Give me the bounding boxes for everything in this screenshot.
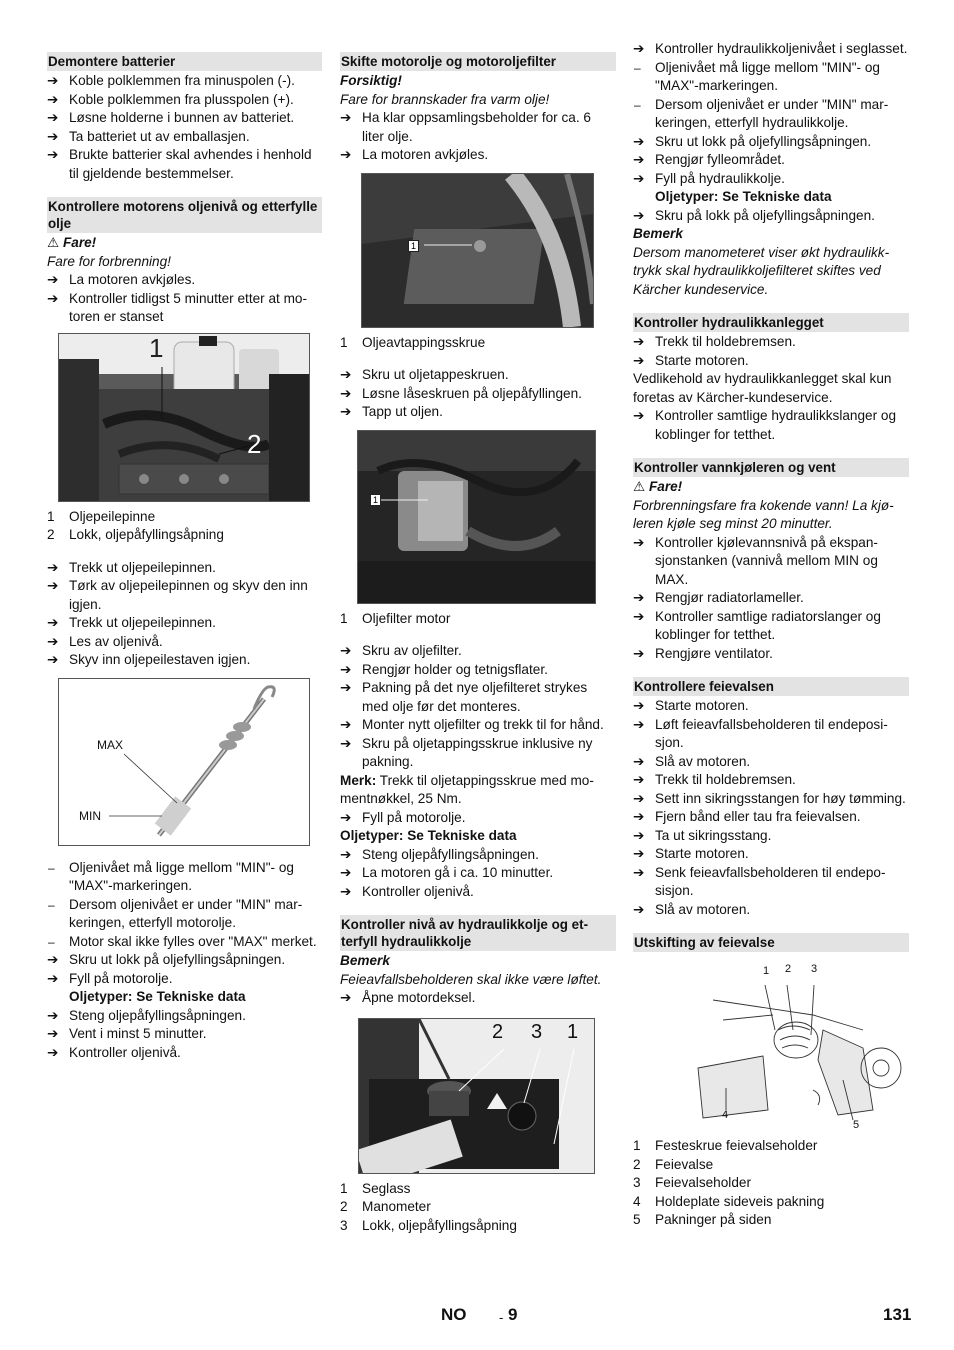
note-item: [47, 933, 322, 952]
step-item: [47, 109, 322, 128]
item-text: Monter nytt oljefilter og trekk til for hånd.: [362, 717, 604, 732]
step-item: [633, 352, 909, 371]
item-text: Senk feieavfallsbeholderen til endeposisjon.: [655, 864, 886, 898]
legend-item: [633, 1137, 909, 1156]
step-item: [47, 614, 322, 633]
item-text: Koble polklemmen fra plusspolen (+).: [69, 91, 294, 107]
step-item: [633, 151, 909, 170]
item-text: Løsne holderne i bunnen av batteriet.: [69, 110, 295, 125]
fig1-legend: [47, 508, 322, 545]
caution-text: Fare for brannskader fra varm olje!: [340, 91, 550, 107]
item-text: Pakning på det nye oljefilteret strykes med olje før det monteres.: [362, 680, 588, 714]
step-item: [340, 846, 616, 865]
step-item: [47, 1025, 322, 1044]
torque-note: Merk: Trekk til oljetappingsskrue med momentnøkkel, 25 Nm.: [340, 772, 594, 806]
legend-number: 2: [633, 1156, 641, 1172]
step-item: [47, 651, 322, 670]
arrow-icon: ➔: [47, 147, 59, 162]
danger-text-2: Forbrenningsfare fra kokende vann! La kjøleren kjøle seg minst 20 minutter.: [633, 497, 894, 531]
step-item: [633, 771, 909, 790]
remark-text-2: Dersom manometeret viser økt hydraulikktrykk skal hydraulikkoljefilteret skiftes ved Kärcher kundeservice.: [633, 244, 890, 297]
engine-oil-illustration: [59, 334, 309, 501]
item-text: Kontroller oljenivå.: [69, 1044, 181, 1060]
step-item: [340, 735, 616, 772]
item-text: Kontroller kjølevannsnivå på ekspansjonstanken (vannivå mellom MIN og MAX.: [655, 534, 878, 587]
fig1-callout-2: 2: [247, 428, 262, 459]
legend-item: [633, 1156, 909, 1175]
item-text: Les av oljenivå.: [69, 633, 163, 649]
remark-title: Bemerk: [340, 953, 390, 968]
step-item: [340, 679, 616, 716]
step-item: [340, 385, 616, 404]
step-item: [633, 608, 909, 645]
step-item: [47, 128, 322, 147]
step-item: [633, 40, 909, 59]
item-text: Slå av motoren.: [655, 753, 751, 769]
arrow-icon: ➔: [340, 809, 352, 825]
dash-icon: –: [634, 97, 641, 112]
dash-icon: –: [634, 60, 641, 75]
drain-steps: [340, 366, 616, 422]
item-text: La motoren avkjøles.: [69, 272, 196, 287]
arrow-icon: ➔: [47, 128, 59, 144]
legend-number: 3: [340, 1217, 348, 1233]
dash-icon: –: [48, 897, 55, 912]
arrow-icon: ➔: [47, 110, 59, 125]
arrow-icon: ➔: [47, 970, 59, 986]
hydraulic-notes: [633, 59, 909, 133]
arrow-icon: ➔: [633, 152, 645, 167]
legend-item: [47, 508, 322, 527]
arrow-icon: ➔: [340, 680, 352, 695]
step-item: [633, 753, 909, 772]
step-item: [47, 951, 322, 970]
item-text: Trekk til holdebremsen.: [655, 772, 796, 787]
fig6-callout-4: 4: [722, 1109, 729, 1121]
batteries-steps: [47, 72, 322, 183]
fig5-legend: [340, 1180, 616, 1236]
dash-icon: –: [48, 860, 55, 875]
step-item: [47, 91, 322, 110]
legend-item: [340, 1217, 616, 1236]
step-item: [633, 864, 909, 901]
step-item: [47, 271, 322, 290]
arrow-icon: ➔: [340, 661, 352, 677]
arrow-icon: ➔: [633, 645, 645, 661]
legend-text: Holdeplate sideveis pakning: [655, 1193, 825, 1209]
legend-item: [633, 1211, 909, 1230]
oil-fill-steps: [47, 951, 322, 988]
legend-number: 1: [340, 334, 348, 350]
legend-number: 1: [633, 1138, 641, 1153]
oil-change-pre-steps: [340, 109, 616, 165]
legend-item: [340, 334, 616, 353]
heading-hydraulic-system: Kontroller hydraulikkanlegget: [633, 313, 909, 332]
step-item: [633, 845, 909, 864]
heading-remove-batteries: Demontere batterier: [47, 52, 322, 71]
arrow-icon: ➔: [633, 608, 645, 624]
arrow-icon: ➔: [47, 1044, 59, 1060]
step-item: [633, 133, 909, 152]
arrow-icon: ➔: [340, 846, 352, 862]
item-text: Rengjør fylleområdet.: [655, 152, 785, 167]
fig5-callout-1: 1: [567, 1020, 579, 1043]
close-cap-step: ➔ Skru på lokk på oljefyllingsåpningen.: [633, 207, 909, 226]
legend-text: Seglass: [362, 1180, 411, 1196]
footer-section-page: 9: [508, 1305, 518, 1324]
fig1-callout-1: 1: [149, 332, 164, 363]
arrow-icon: ➔: [633, 41, 645, 56]
step-item: [633, 716, 909, 753]
filter-steps: [340, 642, 616, 772]
arrow-icon: ➔: [633, 809, 645, 824]
step-item: [340, 146, 616, 165]
legend-item: [340, 610, 616, 629]
item-text: Fyll på hydraulikkolje.: [655, 170, 785, 186]
item-text: Tørk av oljepeilepinnen og skyv den inn igjen.: [69, 578, 308, 612]
note-item: [633, 59, 909, 96]
arrow-icon: ➔: [633, 790, 645, 806]
item-text: Trekk ut oljepeilepinnen.: [69, 559, 216, 575]
item-text: Dersom oljenivået er under "MIN" markeringen, etterfyll hydraulikkolje.: [655, 96, 889, 130]
step-item: [633, 790, 909, 809]
item-text: Slå av motoren.: [655, 901, 751, 917]
item-text: Koble polklemmen fra minuspolen (-).: [69, 73, 295, 88]
warning-triangle-icon: ⚠: [47, 235, 60, 250]
final-steps: [340, 846, 616, 902]
fig6-callout-1: 1: [763, 965, 770, 977]
legend-number: 1: [340, 1180, 348, 1196]
item-text: Fyll på motorolje.: [69, 970, 173, 986]
oil-end-steps: [47, 1007, 322, 1063]
arrow-icon: ➔: [340, 865, 352, 880]
item-text: Brukte batterier skal avhendes i henhold til gjeldende bestemmelser.: [69, 147, 312, 181]
legend-text: Oljeavtappingsskrue: [362, 334, 486, 350]
hydraulic-tank-illustration: [359, 1019, 594, 1173]
dash-icon: –: [48, 934, 55, 949]
legend-text: Pakninger på siden: [655, 1212, 772, 1227]
footer-language: NO: [441, 1305, 467, 1324]
step-item: [47, 290, 322, 327]
step-item: [47, 559, 322, 578]
heading-hydraulic-oil: Kontroller nivå av hydraulikkolje og etterfyll hydraulikkolje: [340, 915, 616, 951]
step-item: [340, 642, 616, 661]
arrow-icon: ➔: [340, 404, 352, 419]
legend-item: [633, 1174, 909, 1193]
step-item: [340, 661, 616, 680]
item-text: Motor skal ikke fylles over "MAX" merket.: [69, 933, 317, 949]
step-item: [633, 645, 909, 664]
roller-replacement-drawing: [663, 960, 903, 1130]
step-item: [633, 808, 909, 827]
legend-number: 4: [633, 1193, 641, 1209]
heading-oil-change: Skifte motorolje og motoroljefilter: [340, 52, 616, 71]
oil-types-note: Oljetyper: Se Tekniske data: [69, 989, 246, 1004]
step-item: [633, 827, 909, 846]
dipstick-figure: [58, 678, 310, 846]
danger-title: ⚠ Fare!: [47, 235, 97, 250]
item-text: Trekk til holdebremsen.: [655, 334, 796, 349]
step-item: [47, 633, 322, 652]
dipstick-steps: [47, 559, 322, 670]
item-text: Oljenivået må ligge mellom "MIN"- og "MAX"-markeringen.: [69, 859, 294, 893]
legend-text: Feievalse: [655, 1156, 714, 1172]
remark-text: Feieavfallsbeholderen skal ikke være løftet.: [340, 971, 602, 987]
fig4-callout-1: 1: [370, 494, 381, 506]
arrow-icon: ➔: [633, 352, 645, 368]
hydraulic-fill-steps: [633, 133, 909, 189]
arrow-icon: ➔: [47, 290, 59, 306]
arrow-icon: ➔: [633, 846, 645, 861]
arrow-icon: ➔: [47, 559, 59, 575]
note-item: [47, 896, 322, 933]
note-item: [47, 859, 322, 896]
fig6-callout-2: 2: [785, 963, 792, 975]
fig6-callout-5: 5: [853, 1119, 860, 1131]
item-text: Rengjør holder og tetnigsflater.: [362, 661, 548, 677]
arrow-icon: ➔: [633, 334, 645, 349]
step-item: [633, 534, 909, 590]
arrow-icon: ➔: [47, 578, 59, 593]
item-text: Oljenivået må ligge mellom "MIN"- og "MAX"-markeringen.: [655, 59, 880, 93]
arrow-icon: ➔: [47, 73, 59, 88]
oil-types-note-2: Oljetyper: Se Tekniske data: [340, 828, 517, 843]
item-text: Kontroller samtlige radiatorslanger og koblinger for tetthet.: [655, 608, 881, 642]
note-item: [633, 96, 909, 133]
legend-text: Oljepeilepinne: [69, 508, 156, 524]
step-item: [340, 883, 616, 902]
item-text: Rengjøre ventilator.: [655, 645, 773, 661]
item-text: Vent i minst 5 minutter.: [69, 1026, 207, 1041]
step-item: [47, 970, 322, 989]
heading-check-roller: Kontrollere feievalsen: [633, 677, 909, 696]
arrow-icon: ➔: [47, 272, 59, 287]
drain-screw-photo: [361, 173, 594, 328]
open-hood-step: ➔ Åpne motordeksel.: [340, 989, 616, 1008]
step-item: [633, 170, 909, 189]
item-text: Skru på oljetappingsskrue inklusive ny pakning.: [362, 735, 593, 769]
arrow-icon: ➔: [340, 147, 352, 162]
footer-separator: -: [499, 1310, 504, 1325]
item-text: Ha klar oppsamlingsbeholder for ca. 6 liter olje.: [362, 110, 591, 144]
oil-level-notes: [47, 859, 322, 952]
fill-oil-step: ➔ Fyll på motorolje.: [340, 809, 616, 828]
step-item: [633, 589, 909, 608]
item-text: Kontroller tidligst 5 minutter etter at motoren er stanset: [69, 290, 307, 324]
arrow-icon: ➔: [340, 717, 352, 732]
item-text: Starte motoren.: [655, 352, 749, 368]
item-text: Tapp ut oljen.: [362, 404, 443, 419]
legend-item: [340, 1198, 616, 1217]
caution-title: Forsiktig!: [340, 73, 402, 88]
item-text: Fjern bånd eller tau fra feievalsen.: [655, 809, 861, 824]
legend-text: Oljefilter motor: [362, 610, 451, 626]
legend-number: 1: [47, 508, 55, 524]
item-text: Skru ut lokk på oljefyllingsåpningen.: [69, 952, 286, 967]
arrow-icon: ➔: [633, 901, 645, 917]
item-text: Skyv inn oljepeilestaven igjen.: [69, 652, 251, 667]
roller-steps: [633, 697, 909, 919]
system-text: Vedlikehold av hydraulikkanlegget skal kun foretas av Kärcher-kundeservice.: [633, 371, 892, 405]
arrow-icon: ➔: [47, 633, 59, 649]
fig6-callout-3: 3: [811, 963, 818, 975]
arrow-icon: ➔: [633, 864, 645, 880]
fig3-callout-1: 1: [408, 240, 419, 252]
item-text: Skru ut oljetappeskruen.: [362, 367, 509, 382]
item-text: Løsne låseskruen på oljepåfyllingen.: [362, 385, 582, 401]
legend-text: Lokk, oljepåfyllingsåpning: [69, 527, 224, 542]
legend-number: 5: [633, 1212, 641, 1227]
step-item: [340, 366, 616, 385]
legend-item: [340, 1180, 616, 1199]
item-text: Kontroller oljenivå.: [362, 883, 474, 899]
arrow-icon: ➔: [633, 133, 645, 149]
oil-pre-steps: [47, 271, 322, 327]
item-text: Skru ut lokk på oljefyllingsåpningen.: [655, 133, 872, 149]
arrow-icon: ➔: [633, 716, 645, 732]
danger-text: Fare for forbrenning!: [47, 253, 171, 269]
item-text: Steng oljepåfyllingsåpningen.: [69, 1007, 246, 1023]
item-text: Ta ut sikringsstang.: [655, 827, 772, 843]
danger-title-2: ⚠ Fare!: [633, 479, 683, 494]
item-text: Starte motoren.: [655, 698, 749, 713]
step-item: [47, 577, 322, 614]
item-text: La motoren gå i ca. 10 minutter.: [362, 865, 554, 880]
oil-filter-photo: [357, 430, 596, 604]
arrow-icon: ➔: [633, 207, 645, 223]
step-item: [47, 1044, 322, 1063]
item-text: Starte motoren.: [655, 846, 749, 861]
step-item: [340, 109, 616, 146]
item-text: Løft feieavfallsbeholderen til endeposisjon.: [655, 716, 888, 750]
step-item: [633, 901, 909, 920]
arrow-icon: ➔: [633, 827, 645, 843]
legend-text: Lokk, oljepåfyllingsåpning: [362, 1217, 517, 1233]
column-1: [47, 52, 322, 1062]
legend-text: Feievalseholder: [655, 1175, 751, 1190]
warning-triangle-icon: ⚠: [633, 479, 646, 494]
step-item: [47, 72, 322, 91]
arrow-icon: ➔: [340, 735, 352, 751]
item-text: Rengjør radiatorlameller.: [655, 590, 804, 605]
column-2: [340, 52, 616, 1235]
arrow-icon: ➔: [340, 110, 352, 125]
legend-number: 1: [340, 610, 348, 626]
engine-oil-photo: [58, 333, 310, 502]
heading-cooler: Kontroller vannkjøleren og vent: [633, 458, 909, 477]
legend-item: [47, 526, 322, 545]
arrow-icon: ➔: [47, 652, 59, 667]
oil-filter-illustration: [358, 431, 595, 603]
fig4-legend: [340, 610, 616, 629]
arrow-icon: ➔: [47, 952, 59, 967]
step-item: [340, 403, 616, 422]
system-steps: [633, 333, 909, 370]
item-text: Sett inn sikringsstangen for høy tømming.: [655, 790, 906, 806]
fig3-legend: [340, 334, 616, 353]
arrow-icon: ➔: [633, 753, 645, 769]
fig2-min-label: MIN: [79, 808, 101, 823]
fig2-max-label: MAX: [97, 737, 124, 752]
check-hoses-step: ➔ Kontroller samtlige hydraulikkslanger og koblinger for tetthet.: [633, 408, 897, 442]
step-item: [47, 1007, 322, 1026]
item-text: Skru av oljefilter.: [362, 643, 462, 658]
arrow-icon: ➔: [340, 883, 352, 899]
step-item: [47, 146, 322, 183]
cooler-steps: [633, 534, 909, 664]
hydraulic-tank-photo: [358, 1018, 595, 1174]
arrow-icon: ➔: [47, 615, 59, 630]
legend-number: 2: [340, 1199, 348, 1214]
item-text: Kontroller hydraulikkoljenivået i seglasset.: [655, 41, 908, 56]
item-text: Steng oljepåfyllingsåpningen.: [362, 846, 539, 862]
remark-title-2: Bemerk: [633, 226, 683, 241]
drain-screw-illustration: [362, 174, 593, 327]
arrow-icon: ➔: [633, 590, 645, 605]
legend-item: [633, 1193, 909, 1212]
page-number: 131: [883, 1305, 912, 1324]
item-text: Dersom oljenivået er under "MIN" markeringen, etterfyll motorolje.: [69, 896, 303, 930]
arrow-icon: ➔: [633, 408, 645, 423]
item-text: La motoren avkjøles.: [362, 147, 489, 162]
fig6-legend: [633, 1137, 909, 1230]
step-item: [633, 333, 909, 352]
legend-text: Manometer: [362, 1199, 431, 1214]
hydraulic-check-steps: [633, 40, 909, 59]
arrow-icon: ➔: [47, 1026, 59, 1041]
arrow-icon: ➔: [340, 385, 352, 401]
roller-line-drawing: [663, 960, 903, 1130]
arrow-icon: ➔: [47, 1007, 59, 1023]
legend-number: 3: [633, 1175, 641, 1190]
item-text: Trekk ut oljepeilepinnen.: [69, 615, 216, 630]
heading-replace-roller: Utskifting av feievalse: [633, 933, 909, 952]
arrow-icon: ➔: [633, 772, 645, 787]
arrow-icon: ➔: [633, 170, 645, 186]
arrow-icon: ➔: [633, 534, 645, 550]
legend-text: Festeskrue feievalseholder: [655, 1138, 818, 1153]
step-item: [340, 864, 616, 883]
oil-types-note-3: Oljetyper: Se Tekniske data: [655, 189, 832, 204]
arrow-icon: ➔: [340, 367, 352, 382]
column-3: [633, 40, 909, 1230]
step-item: [340, 716, 616, 735]
arrow-icon: ➔: [633, 698, 645, 713]
arrow-icon: ➔: [340, 643, 352, 658]
arrow-icon: ➔: [47, 91, 59, 107]
item-text: Ta batteriet ut av emballasjen.: [69, 128, 250, 144]
heading-check-oil-level: Kontrollere motorens oljenivå og etterfylle olje: [47, 197, 322, 233]
step-item: [633, 697, 909, 716]
legend-number: 2: [47, 527, 55, 542]
arrow-icon: ➔: [340, 990, 352, 1005]
fig5-callout-3: 3: [531, 1020, 543, 1043]
fig5-callout-2: 2: [492, 1020, 504, 1043]
